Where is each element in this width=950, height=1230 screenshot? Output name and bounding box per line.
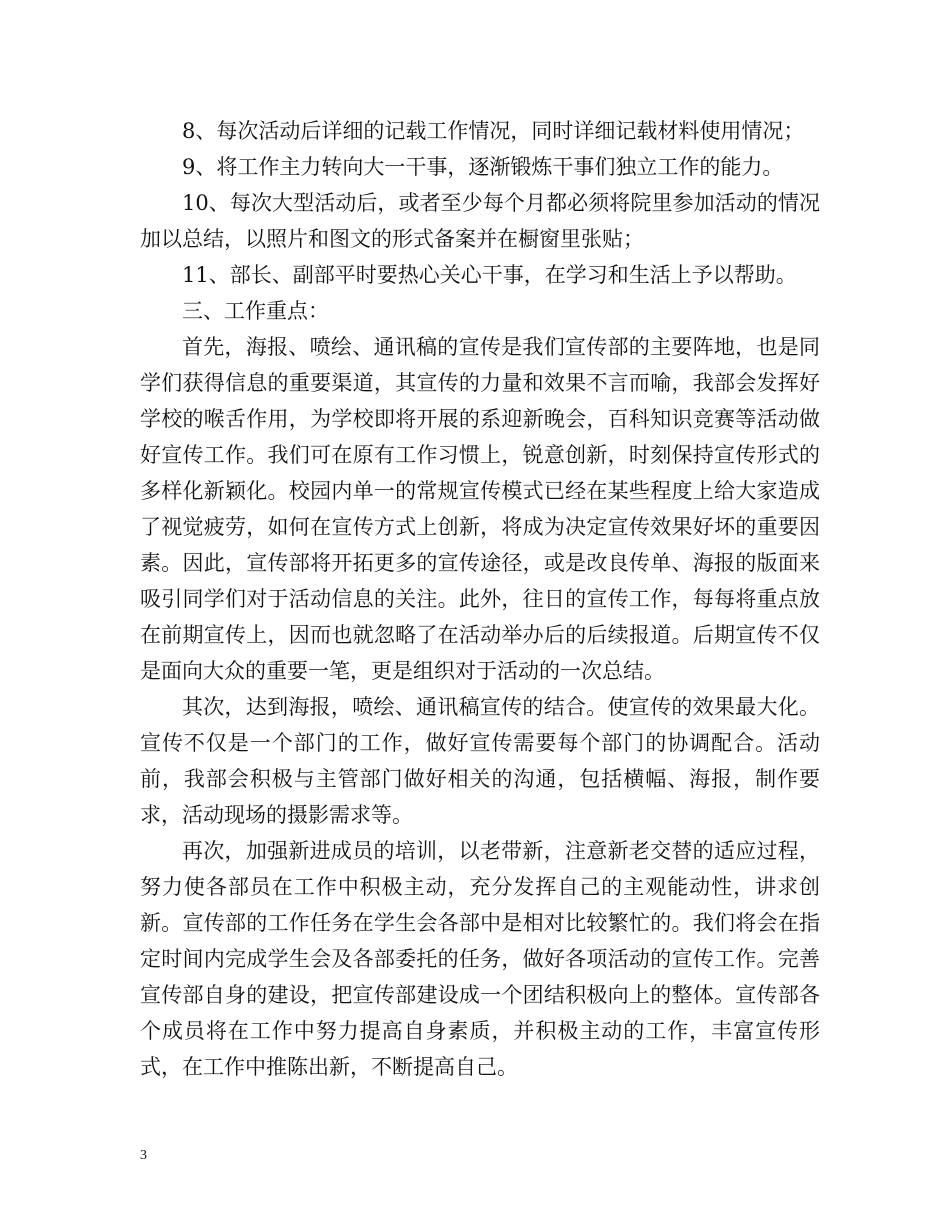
paragraph-third: 再次，加强新进成员的培训，以老带新，注意新老交替的适应过程，努力使各部员在工作中积极主动，充分发挥自己的主观能动性，讲求创新。宣传部的工作任务在学生会各部中是相对比较繁忙的。我们将会在指定时间内完成学生会及各部委托的任务，做好各项活动的宣传工作。完善宣传部自身的建设，把宣传部建设成一个团结积极向上的整体。宣传部各个成员将在工作中努力提高自身素质，并积极主动的工作，丰富宣传形式，在工作中推陈出新，不断提高自己。	[140, 839, 820, 1079]
page-number: 3	[140, 1148, 147, 1163]
paragraph-first: 首先，海报、喷绘、通讯稿的宣传是我们宣传部的主要阵地，也是同学们获得信息的重要渠道，其宣传的力量和效果不言而喻，我部会发挥好学校的喉舌作用，为学校即将开展的系迎新晚会，百科知识竞赛等活动做好宣传工作。我们可在原有工作习惯上，锐意创新，时刻保持宣传形式的多样化新颖化。校园内单一的常规宣传模式已经在某些程度上给大家造成了视觉疲劳，如何在宣传方式上创新，将成为决定宣传效果好坏的重要因素。因此，宣传部将开拓更多的宣传途径，或是改良传单、海报的版面来吸引同学们对于活动信息的关注。此外，往日的宣传工作，每每将重点放在前期宣传上，因而也就忽略了在活动举办后的后续报道。后期宣传不仅是面向大众的重要一笔，更是组织对于活动的一次总结。	[140, 335, 820, 683]
document-body	[140, 113, 820, 1085]
section-heading-work-focus: 三、工作重点：	[182, 299, 329, 323]
paragraph-item-10: 10、每次大型活动后，或者至少每个月都必须将院里参加活动的情况加以总结，以照片和图文的形式备案并在橱窗里张贴；	[140, 191, 820, 251]
paragraph-item-8: 8、每次活动后详细的记载工作情况，同时详细记载材料使用情况；	[182, 119, 805, 143]
paragraph-item-11: 11、部长、副部平时要热心关心干事，在学习和生活上予以帮助。	[182, 263, 797, 287]
paragraph-item-9: 9、将工作主力转向大一干事，逐渐锻炼干事们独立工作的能力。	[182, 155, 784, 179]
paragraph-second: 其次，达到海报，喷绘、通讯稿宣传的结合。使宣传的效果最大化。宣传不仅是一个部门的工作，做好宣传需要每个部门的协调配合。活动前，我部会积极与主管部门做好相关的沟通，包括横幅、海报，制作要求，活动现场的摄影需求等。	[140, 695, 820, 827]
